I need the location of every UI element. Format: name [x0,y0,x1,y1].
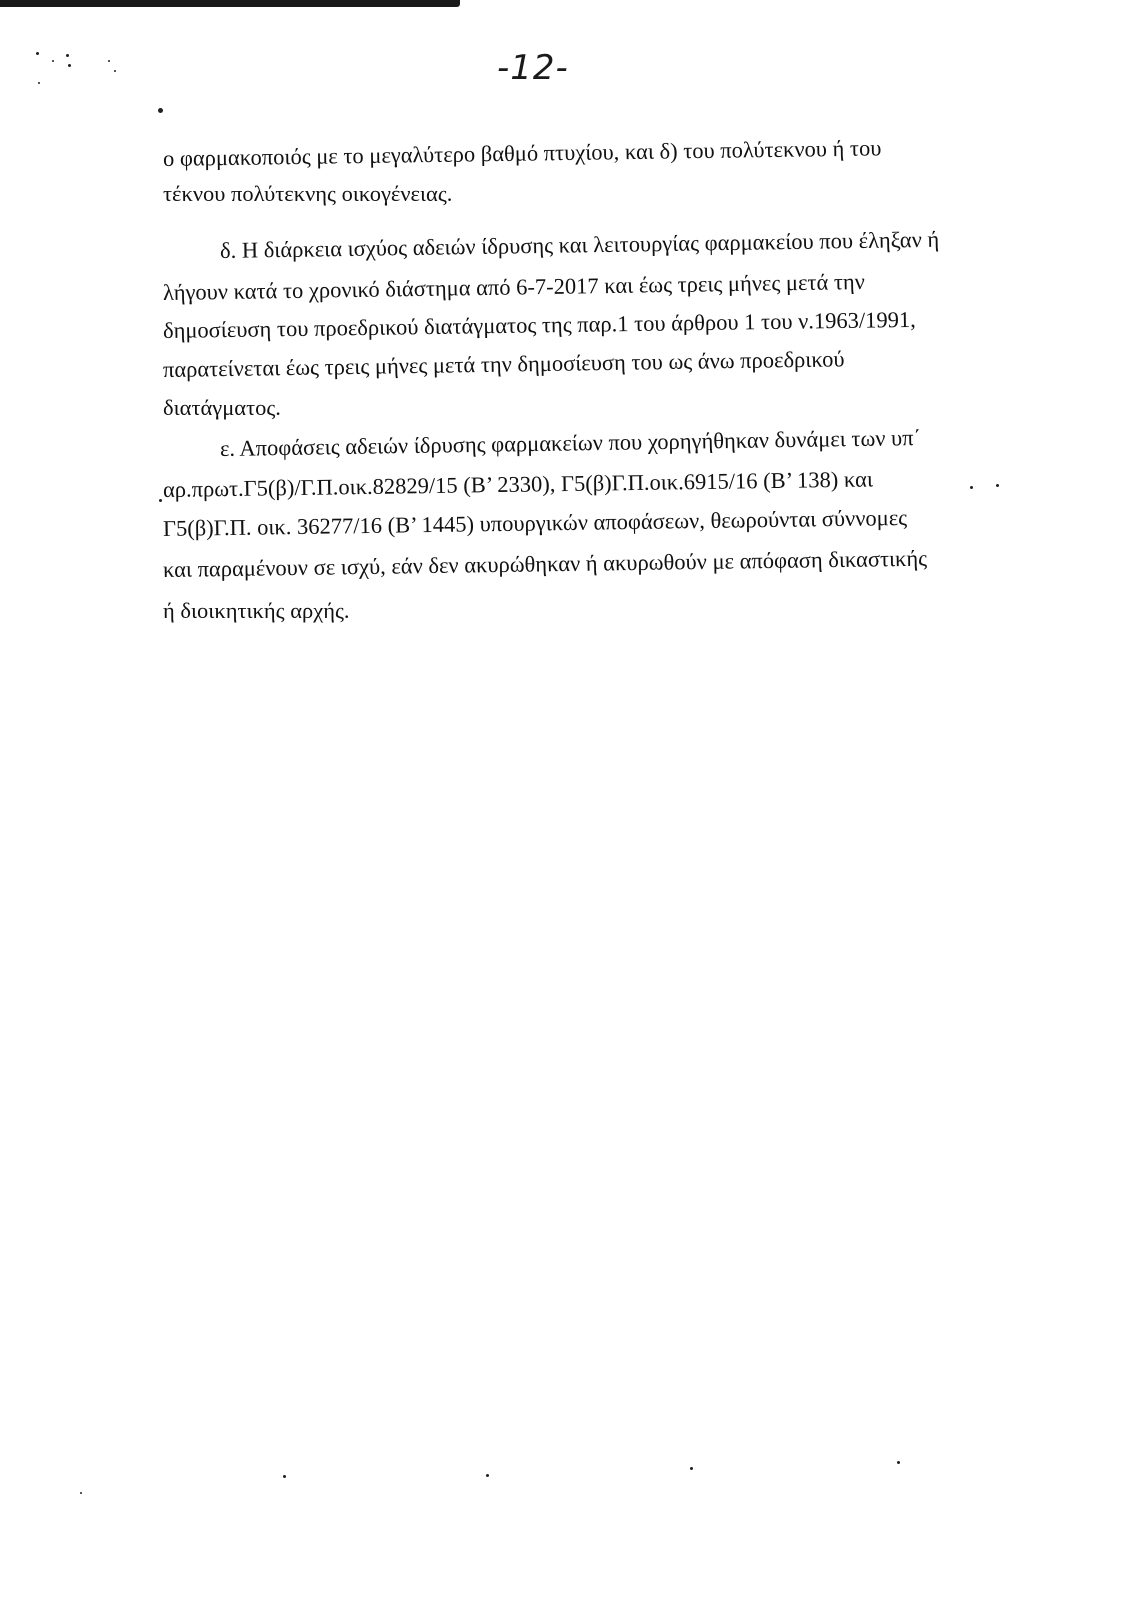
body-text-line: παρατείνεται έως τρεις μήνες μετά την δημοσίευση του ως άνω προεδρικού [162,346,845,382]
scan-speck [52,60,54,62]
scan-speck [114,70,116,72]
scan-speck [283,1475,286,1478]
scan-speck [68,64,71,67]
scan-speck [486,1474,489,1477]
body-text-line: αρ.πρωτ.Γ5(β)/Γ.Π.οικ.82829/15 (Β’ 2330), Γ5(β)Γ.Π.οικ.6915/16 (Β’ 138) και [162,466,874,502]
scan-speck [690,1467,693,1470]
body-text-line: και παραμένουν σε ισχύ, εάν δεν ακυρώθηκαν ή ακυρωθούν με απόφαση δικαστικής [162,545,928,582]
body-text-line: τέκνου πολύτεκνης οικογένειας. [163,181,453,206]
scan-speck [897,1461,900,1464]
body-text-line: ε. Αποφάσεις αδειών ίδρυσης φαρμακείων που χορηγήθηκαν δυνάμει των υπ΄ [219,424,922,461]
scan-speck [108,60,110,62]
body-text-line: ο φαρμακοποιός με το μεγαλύτερο βαθμό πτυχίου, και δ) του πολύτεκνου ή του [162,135,882,171]
scan-speck [159,499,162,502]
scan-speck [38,82,40,84]
body-text-line: ή διοικητικής αρχής. [163,598,350,623]
body-text-line: δ. Η διάρκεια ισχύος αδειών ίδρυσης και λειτουργίας φαρμακείου που έληξαν ή [219,226,940,263]
scan-speck [66,54,69,57]
body-text-line: Γ5(β)Γ.Π. οικ. 36277/16 (Β’ 1445) υπουργικών αποφάσεων, θεωρούνται σύννομες [162,504,908,541]
body-text-line: διατάγματος. [163,395,281,420]
top-edge-rule [0,0,460,7]
body-text-line: λήγουν κατά το χρονικό διάστημα από 6-7-2017 και έως τρεις μήνες μετά την [162,268,866,305]
scan-speck [80,1492,82,1494]
scan-speck [36,52,39,55]
scan-speck [996,484,999,487]
page-number: -12- [497,48,569,88]
body-text-line: δημοσίευση του προεδρικού διατάγματος της παρ.1 του άρθρου 1 του ν.1963/1991, [162,306,916,343]
scan-speck [970,486,973,489]
scan-speck [158,108,163,113]
